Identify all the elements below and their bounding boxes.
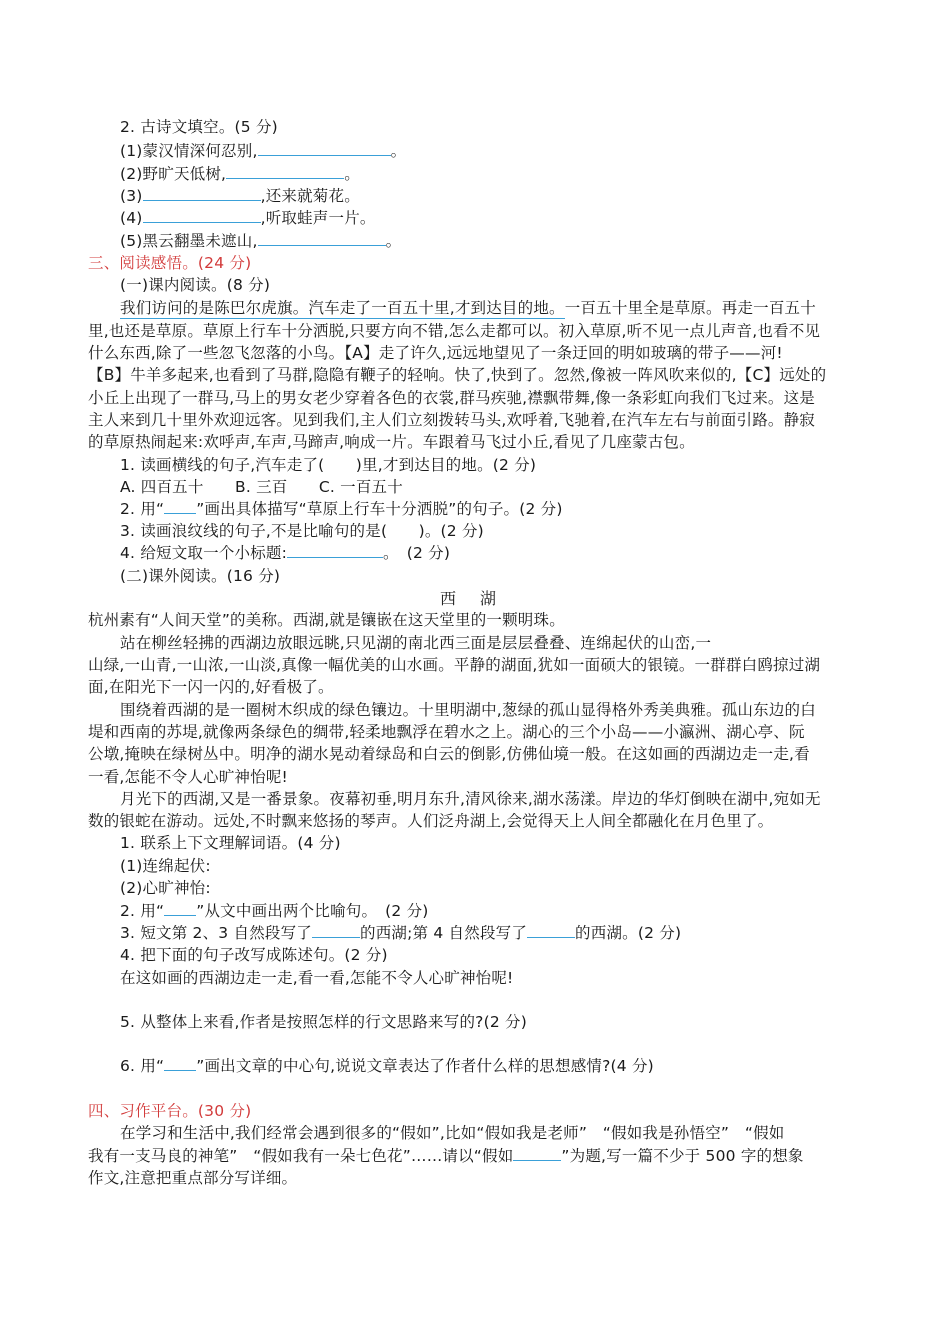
question-3: 3. 读画浪纹线的句子,不是比喻句的是( )。(2 分) — [120, 522, 484, 540]
essay-prompt-line: 我有一支马良的神笔” “假如我有一朵七色花”……请以“假如 ”为题,写一篇不少于 500 字的想象 — [88, 1147, 804, 1165]
question-1-options: A. 四百五十 B. 三百 C. 一百五十 — [120, 478, 403, 496]
passage-line: 站在柳丝轻拂的西湖边放眼远眺,只见湖的南北西三面是层层叠叠、连绵起伏的山峦,一 — [120, 634, 712, 652]
passage-line: 围绕着西湖的是一圈树木织成的绿色镶边。十里明湖中,葱绿的孤山显得格外秀美典雅。孤山东边的白 — [120, 701, 816, 719]
poem-item-5: (5)黑云翻墨未遮山, 。 — [120, 232, 402, 250]
passage-line: 的草原热闹起来:欢呼声,车声,马蹄声,响成一片。车跟着马飞过小丘,看见了几座蒙古包。 — [88, 433, 695, 451]
answer-blank[interactable] — [143, 186, 261, 201]
passage-line: 月光下的西湖,又是一番景象。夜幕初垂,明月东升,清风徐来,湖水荡漾。岸边的华灯倒映在湖中,宛如无 — [120, 790, 821, 808]
passage-line: 主人来到几十里外欢迎远客。见到我们,主人们立刻拨转马头,欢呼着,飞驰着,在汽车左右与前面引路。静寂 — [88, 411, 816, 429]
question-b1: 1. 联系上下文理解词语。(4 分) — [120, 834, 341, 852]
passage-line: 堤和西南的苏堤,就像两条绿色的绸带,轻柔地飘浮在碧水之上。湖心的三个小岛——小瀛洲、湖心亭、阮 — [88, 723, 805, 741]
underline-sample — [164, 1056, 196, 1071]
section-3-title: 三、阅读感悟。(24 分) — [88, 254, 252, 272]
passage-line: 【B】牛羊多起来,也看到了马群,隐隐有鞭子的轻响。快了,快到了。忽然,像被一阵风吹来似的,【C】远处的 — [88, 366, 827, 384]
q2-title: 2. 古诗文填空。(5 分) — [120, 118, 278, 136]
underline-sample — [164, 499, 196, 514]
answer-blank[interactable] — [527, 923, 575, 938]
underline-sample — [164, 901, 196, 916]
question-b6: 6. 用“ ”画出文章的中心句,说说文章表达了作者什么样的思想感情?(4 分) — [120, 1057, 654, 1075]
passage-line: 小丘上出现了一群马,马上的男女老少穿着各色的衣裳,群马疾驰,襟飘带舞,像一条彩虹向我们飞过来。这是 — [88, 389, 816, 407]
answer-blank[interactable] — [513, 1146, 561, 1161]
poem-item-4: (4) ,听取蛙声一片。 — [120, 209, 376, 227]
question-b1b: (2)心旷神怡: — [120, 879, 211, 897]
in-class-reading-title: (一)课内阅读。(8 分) — [120, 276, 271, 294]
passage-line: 里,也还是草原。草原上行车十分洒脱,只要方向不错,怎么走都可以。初入草原,听不见一点儿声音,也看不见 — [88, 322, 821, 340]
passage-line: 一看,怎能不令人心旷神怡呢! — [88, 768, 288, 786]
answer-blank[interactable] — [312, 923, 360, 938]
passage-line: 什么东西,除了一些忽飞忽落的小鸟。【A】走了许久,远远地望见了一条迂回的明如玻璃的带子——河! — [88, 344, 783, 362]
answer-blank[interactable] — [258, 231, 386, 246]
question-b5: 5. 从整体上来看,作者是按照怎样的行文思路来写的?(2 分) — [120, 1013, 527, 1031]
passage-line: 杭州素有“人间天堂”的美称。西湖,就是镶嵌在这天堂里的一颗明珠。 — [88, 611, 565, 629]
answer-blank[interactable] — [258, 141, 391, 156]
essay-prompt-line: 在学习和生活中,我们经常会遇到很多的“假如”,比如“假如我是老师” “假如我是孙悟空” “假如 — [120, 1124, 785, 1142]
passage-title: 西湖 — [440, 589, 521, 608]
poem-item-1: (1)蒙汉情深何忍别, 。 — [120, 142, 407, 160]
answer-blank[interactable] — [143, 208, 261, 223]
question-b1a: (1)连绵起伏: — [120, 857, 211, 875]
essay-prompt-line: 作文,注意把重点部分写详细。 — [88, 1169, 298, 1187]
answer-blank[interactable] — [287, 543, 383, 558]
passage-line: 数的银蛇在游动。远处,不时飘来悠扬的琴声。人们泛舟湖上,会觉得天上人间全都融化在月色里了。 — [88, 812, 774, 830]
passage-line: 公墩,掩映在绿树丛中。明净的湖水晃动着绿岛和白云的倒影,仿佛仙境一般。在这如画的西湖边走一走,看 — [88, 745, 810, 763]
poem-item-2: (2)野旷天低树, 。 — [120, 165, 360, 183]
question-b3: 3. 短文第 2、3 自然段写了 的西湖;第 4 自然段写了 的西湖。(2 分) — [120, 924, 682, 942]
question-b4-sentence: 在这如画的西湖边走一走,看一看,怎能不令人心旷神怡呢! — [120, 969, 514, 987]
question-4: 4. 给短文取一个小标题: 。 (2 分) — [120, 544, 451, 562]
question-2: 2. 用“ ”画出具体描写“草原上行车十分洒脱”的句子。(2 分) — [120, 500, 563, 518]
question-b4: 4. 把下面的句子改写成陈述句。(2 分) — [120, 946, 388, 964]
poem-item-3: (3) ,还来就菊花。 — [120, 187, 360, 205]
passage-line: 面,在阳光下一闪一闪的,好看极了。 — [88, 678, 334, 696]
answer-blank[interactable] — [226, 164, 344, 179]
extra-reading-title: (二)课外阅读。(16 分) — [120, 567, 281, 585]
question-b2: 2. 用“ ”从文中画出两个比喻句。 (2 分) — [120, 902, 429, 920]
passage-line: 我们访问的是陈巴尔虎旗。汽车走了一百五十里,才到达目的地。一百五十里全是草原。再走一百五十 — [120, 299, 816, 317]
section-4-title: 四、习作平台。(30 分) — [88, 1102, 252, 1120]
passage-line: 山绿,一山青,一山浓,一山淡,真像一幅优美的山水画。平静的湖面,犹如一面硕大的银镜。一群群白鸥掠过湖 — [88, 656, 821, 674]
question-1: 1. 读画横线的句子,汽车走了( )里,才到达目的地。(2 分) — [120, 456, 537, 474]
